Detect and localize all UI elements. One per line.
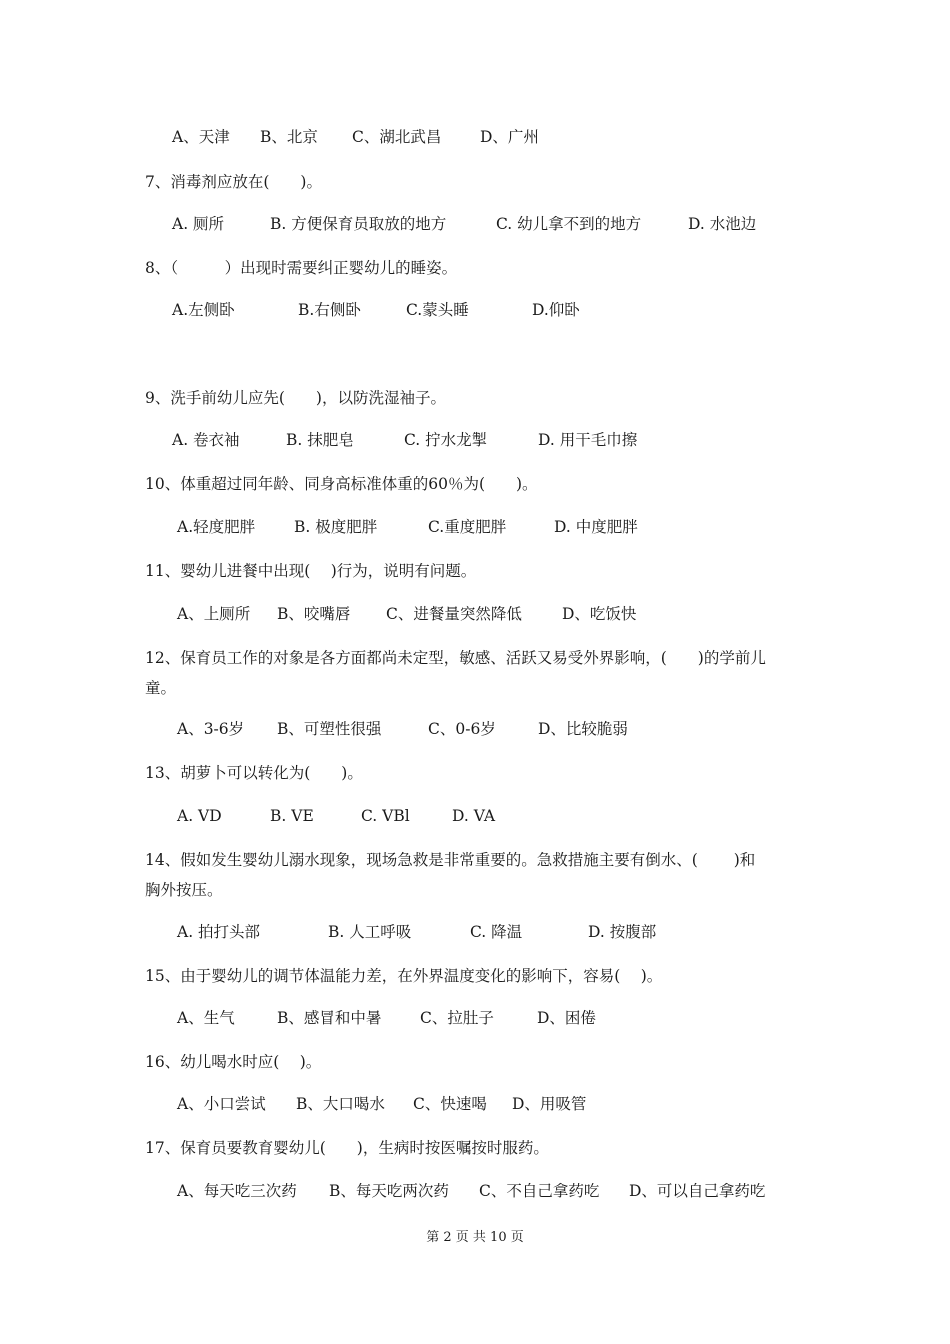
option-d: D、比较脆弱 <box>538 720 628 738</box>
option-a: A、小口尝试 <box>177 1095 266 1113</box>
option-a: A、天津 <box>172 128 230 146</box>
option-d: D. 中度肥胖 <box>554 518 638 536</box>
option-d: D. VA <box>452 807 496 825</box>
option-b: B、每天吃两次药 <box>329 1182 449 1200</box>
option-d: D、广州 <box>480 128 539 146</box>
option-a: A、3-6岁 <box>177 720 245 738</box>
option-b: B. 抹肥皂 <box>286 431 354 449</box>
option-a: A、上厕所 <box>177 605 251 623</box>
question-text: 童。 <box>145 679 177 697</box>
option-b: B、咬嘴唇 <box>277 605 351 623</box>
option-b: B. 人工呼吸 <box>328 923 412 941</box>
option-a: A、生气 <box>177 1009 235 1027</box>
option-c: C、湖北武昌 <box>352 128 442 146</box>
page-footer: 第 2 页 共 10 页 <box>426 1230 524 1245</box>
question-text: 胸外按压。 <box>145 881 223 899</box>
option-c: C. 拧水龙掣 <box>404 431 488 449</box>
option-d: D. 水池边 <box>688 215 757 233</box>
option-c: C. 幼儿拿不到的地方 <box>496 215 642 233</box>
option-a: A. 卷衣袖 <box>172 431 240 449</box>
question-text: 16、幼儿喝水时应( )。 <box>145 1053 322 1071</box>
option-c: C、不自己拿药吃 <box>479 1182 600 1200</box>
option-d: D、吃饭快 <box>562 605 637 623</box>
option-b: B. 极度肥胖 <box>294 518 378 536</box>
option-c: C、快速喝 <box>413 1095 487 1113</box>
option-b: B. 方便保育员取放的地方 <box>270 215 447 233</box>
option-c: C.重度肥胖 <box>428 518 507 536</box>
question-text: 11、婴幼儿进餐中出现( )行为，说明有问题。 <box>145 562 477 580</box>
option-b: B.右侧卧 <box>298 301 361 319</box>
option-c: C. 降温 <box>470 923 523 941</box>
option-d: D、困倦 <box>537 1009 596 1027</box>
option-a: A. 厕所 <box>172 215 225 233</box>
option-a: A、每天吃三次药 <box>177 1182 297 1200</box>
option-a: A. 拍打头部 <box>177 923 261 941</box>
question-text: 15、由于婴幼儿的调节体温能力差，在外界温度变化的影响下，容易( )。 <box>145 967 663 985</box>
question-text: 10、体重超过同年龄、同身高标准体重的60％为( )。 <box>145 475 538 493</box>
option-b: B、大口喝水 <box>296 1095 385 1113</box>
option-a: A. VD <box>177 807 222 825</box>
option-d: D.仰卧 <box>532 301 580 319</box>
question-text: 7、消毒剂应放在( )。 <box>145 173 322 191</box>
question-text: 9、洗手前幼儿应先( )，以防洗湿袖子。 <box>145 389 446 407</box>
option-b: B、可塑性很强 <box>277 720 382 738</box>
option-a: A.轻度肥胖 <box>177 518 256 536</box>
option-c: C、进餐量突然降低 <box>386 605 522 623</box>
option-b: B. VE <box>270 807 314 825</box>
question-text: 17、保育员要教育婴幼儿( )，生病时按医嘱按时服药。 <box>145 1139 549 1157</box>
option-d: D. 用干毛巾擦 <box>538 431 638 449</box>
option-b: B、感冒和中暑 <box>277 1009 382 1027</box>
question-text: 12、保育员工作的对象是各方面都尚未定型，敏感、活跃又易受外界影响，( )的学前儿 <box>145 649 766 667</box>
option-a: A.左侧卧 <box>172 301 235 319</box>
option-d: D、可以自己拿药吃 <box>629 1182 766 1200</box>
option-c: C、拉肚子 <box>420 1009 494 1027</box>
question-text: 13、胡萝卜可以转化为( )。 <box>145 764 363 782</box>
question-text: 14、假如发生婴幼儿溺水现象，现场急救是非常重要的。急救措施主要有倒水、( )和 <box>145 851 756 869</box>
option-c: C. VBl <box>361 807 410 825</box>
option-c: C.蒙头睡 <box>406 301 469 319</box>
question-text: 8、（ ）出现时需要纠正婴幼儿的睡姿。 <box>145 259 458 277</box>
option-c: C、0-6岁 <box>428 720 496 738</box>
option-d: D. 按腹部 <box>588 923 657 941</box>
option-d: D、用吸管 <box>512 1095 587 1113</box>
option-b: B、北京 <box>260 128 318 146</box>
